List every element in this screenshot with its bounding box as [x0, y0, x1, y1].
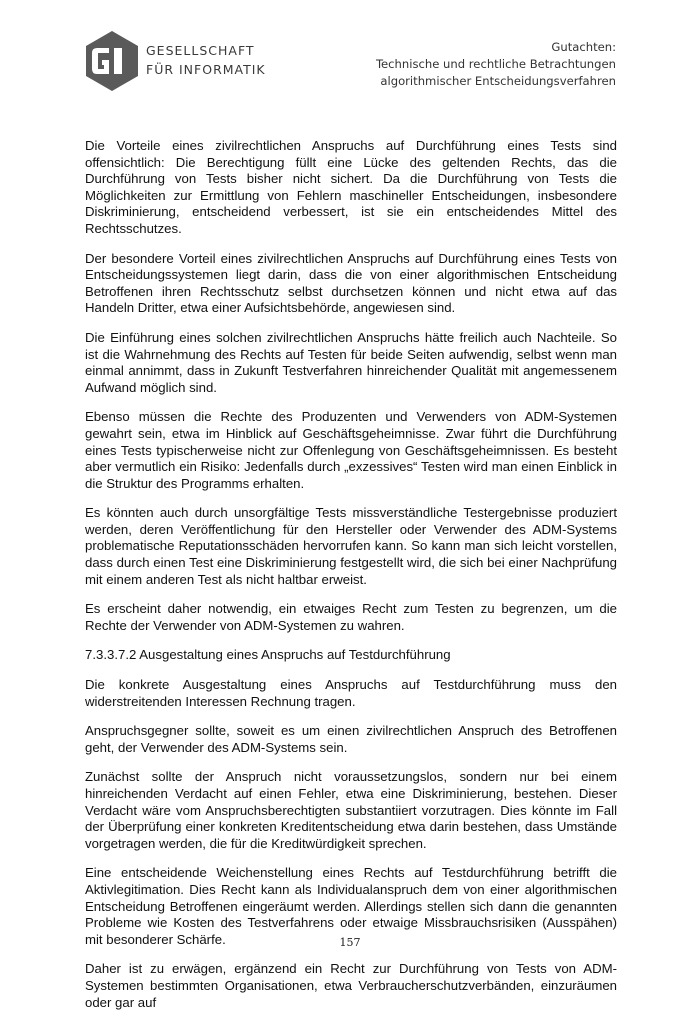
paragraph: Eine entscheidende Weichenstellung eines Rechts auf Testdurchführung betrifft die Aktivlegitimation. Dies Recht kann als Individualanspruch dem von einer algorithmischen Entscheidung Betroffenen eingeräumt werden. Allerdings stellen sich dann die genannten Probleme wie Kosten des Testverfahrens oder etwaige Missbrauchsrisiken (Ausspähen) mit besonderer Schärfe. [85, 865, 617, 947]
section-heading: 7.3.3.7.2 Ausgestaltung eines Anspruchs auf Testdurchführung [85, 647, 451, 663]
org-line-2: FÜR INFORMATIK [146, 62, 266, 77]
paragraph: Ebenso müssen die Rechte des Produzenten und Verwenders von ADM-Systemen gewahrt sein, etwa im Hinblick auf Geschäftsgeheimnisse. Zwar führt die Durchführung eines Tests typischerweise nicht zur Offenlegung von Geschäftsgeheimnissen. Es besteht aber vermutlich ein Risiko: Jedenfalls durch „exzessives“ Testen wird man einen Einblick in die Struktur des Programms erhalten. [85, 409, 617, 491]
gi-logo-icon [84, 30, 140, 92]
paragraph: Daher ist zu erwägen, ergänzend ein Recht zur Durchführung von Tests von ADM-Systemen bestimmten Organisationen, etwa Verbraucherschutzverbänden, einzuräumen oder gar auf [85, 961, 617, 1010]
paragraph: Zunächst sollte der Anspruch nicht voraussetzungslos, sondern nur bei einem hinreichenden Verdacht auf einen Fehler, etwa eine Diskriminierung, bestehen. Dieser Verdacht wäre vom Anspruchsberechtigten substantiiert vorzutragen. Dies könnte im Fall der Überprüfung einer konkreten Kreditentscheidung etwa darin bestehen, dass Umstände vorgetragen werden, die für die Kreditwürdigkeit sprechen. [85, 769, 617, 851]
page-number: 157 [339, 936, 361, 949]
paragraph: Der besondere Vorteil eines zivilrechtlichen Anspruchs auf Durchführung eines Tests von Entscheidungssystemen liegt darin, dass die von einer algorithmischen Entscheidung Betroffenen ihren Rechtsschutz selbst durchsetzen können und nicht etwa auf das Handeln Dritter, etwa einer Aufsichtsbehörde, angewiesen sind. [85, 250, 617, 316]
paragraph: Die konkrete Ausgestaltung eines Anspruchs auf Testdurchführung muss den widerstreitenden Interessen Rechnung tragen. [85, 677, 617, 709]
doc-title-line-3: algorithmischer Entscheidungsverfahren [380, 74, 616, 88]
paragraph: Es erscheint daher notwendig, ein etwaiges Recht zum Testen zu begrenzen, um die Rechte der Verwender von ADM-Systemen zu wahren. [85, 601, 617, 633]
org-line-1: GESELLSCHAFT [146, 43, 255, 58]
gi-logo [84, 30, 284, 94]
body-text [85, 138, 617, 1024]
doc-title-line-2: Technische und rechtliche Betrachtungen [375, 57, 616, 71]
doc-title-line-1: Gutachten: [551, 40, 616, 54]
document-title-block [376, 39, 616, 90]
paragraph: Die Vorteile eines zivilrechtlichen Anspruchs auf Durchführung eines Tests sind offensichtlich: Die Berechtigung füllt eine Lücke des geltenden Rechts, das die Durchführung von Tests bisher nicht sichert. Da die Durchführung von Tests die Möglichkeiten zur Ermittlung von Fehlern maschineller Entscheidungen, insbesondere Diskriminierung, entscheidend verbessert, ist sie ein entscheidendes Mittel des Rechtsschutzes. [85, 138, 617, 236]
paragraph: Es könnten auch durch unsorgfältige Tests missverständliche Testergebnisse produziert werden, deren Veröffentlichung für den Hersteller oder Verwender des ADM-Systems problematische Reputationsschäden hervorrufen kann. So kann man sich leicht vorstellen, dass durch einen Test eine Diskriminierung festgestellt wird, die sich bei einer Nachprüfung mit einem anderen Test als nicht haltbar erweist. [85, 505, 617, 587]
paragraph: Anspruchsgegner sollte, soweit es um einen zivilrechtlichen Anspruch des Betroffenen geht, der Verwender des ADM-Systems sein. [85, 723, 617, 755]
organization-name [146, 41, 266, 79]
paragraph: Die Einführung eines solchen zivilrechtlichen Anspruchs hätte freilich auch Nachteile. So ist die Wahrnehmung des Rechts auf Testen für beide Seiten aufwendig, selbst wenn man einmal annimmt, dass in Zukunft Testverfahren hinreichender Qualität mit angemessenem Aufwand möglich sind. [85, 329, 617, 395]
